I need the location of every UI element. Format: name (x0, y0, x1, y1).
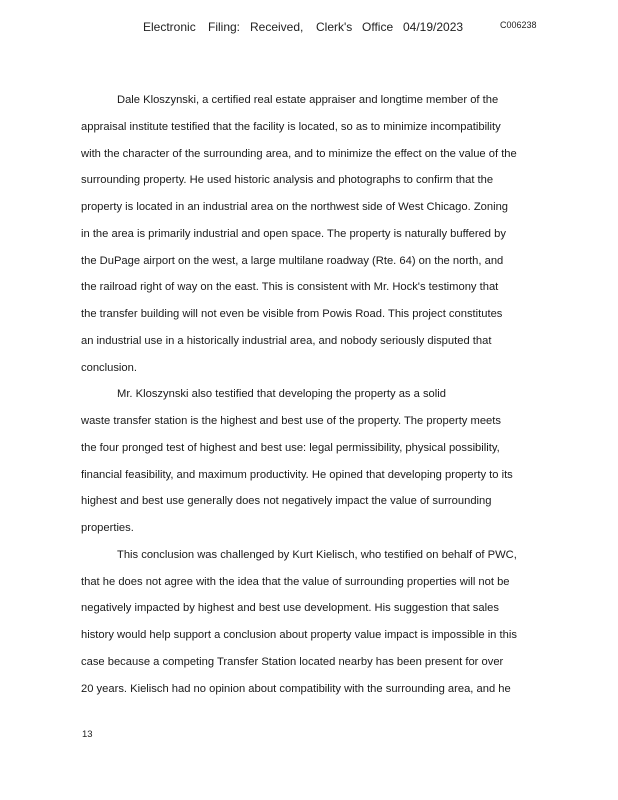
header-received: Received, (250, 20, 304, 34)
text-line: financial feasibility, and maximum productivity. He opined that developing property to its (81, 468, 513, 481)
text-line: Dale Kloszynski, a certified real estate appraiser and longtime member of the (117, 94, 499, 106)
document-body (81, 87, 541, 702)
text-line: This conclusion was challenged by Kurt Kielisch, who testified on behalf of PWC, (117, 548, 517, 561)
text-line: waste transfer station is the highest and best use of the property. The property meets (81, 415, 501, 427)
text-line: the transfer building will not even be visible from Powis Road. This project constitutes (81, 308, 503, 320)
text-line: property is located in an industrial area on the northwest side of West Chicago. Zoning (81, 201, 509, 213)
text-line: negatively impacted by highest and best use development. His suggestion that sales (81, 602, 499, 615)
text-line: Mr. Kloszynski also testified that developing the property as a solid (117, 388, 446, 401)
text-line: an industrial use in a historically industrial area, and nobody seriously disputed that (81, 334, 492, 347)
header-electronic: Electronic (143, 20, 196, 34)
header-document-id: C006238 (500, 20, 537, 30)
text-line: that he does not agree with the idea that the value of surrounding properties will not be (81, 575, 510, 588)
text-line: in the area is primarily industrial and open space. The property is naturally buffered by (81, 227, 506, 240)
header-office: Office (362, 20, 394, 34)
text-line: the railroad right of way on the east. This is consistent with Mr. Hock's testimony that (81, 281, 499, 294)
text-line: surrounding property. He used historic analysis and photographs to confirm that the (81, 174, 494, 187)
header-date: 04/19/2023 (403, 20, 464, 34)
text-line: appraisal institute testified that the facility is located, so as to minimize incompatibility (81, 120, 501, 133)
header-filing: Filing: (208, 20, 241, 34)
header-clerks: Clerk's (316, 20, 353, 34)
page-number: 13 (82, 729, 93, 740)
text-line: case because a competing Transfer Station located nearby has been present for over (81, 655, 504, 668)
text-line: conclusion. (81, 361, 137, 374)
text-line: history would help support a conclusion about property value impact is impossible in this (81, 629, 517, 641)
text-line: with the character of the surrounding area, and to minimize the effect on the value of the (81, 147, 517, 160)
text-line: the four pronged test of highest and best use: legal permissibility, physical possibility, (81, 441, 500, 454)
filing-header (0, 20, 618, 38)
text-line: the DuPage airport on the west, a large multilane roadway (Rte. 64) on the north, and (81, 254, 504, 267)
text-line: highest and best use generally does not negatively impact the value of surrounding (81, 495, 492, 508)
text-line: properties. (81, 522, 134, 534)
text-line: 20 years. Kielisch had no opinion about compatibility with the surrounding area, and he (81, 682, 511, 695)
